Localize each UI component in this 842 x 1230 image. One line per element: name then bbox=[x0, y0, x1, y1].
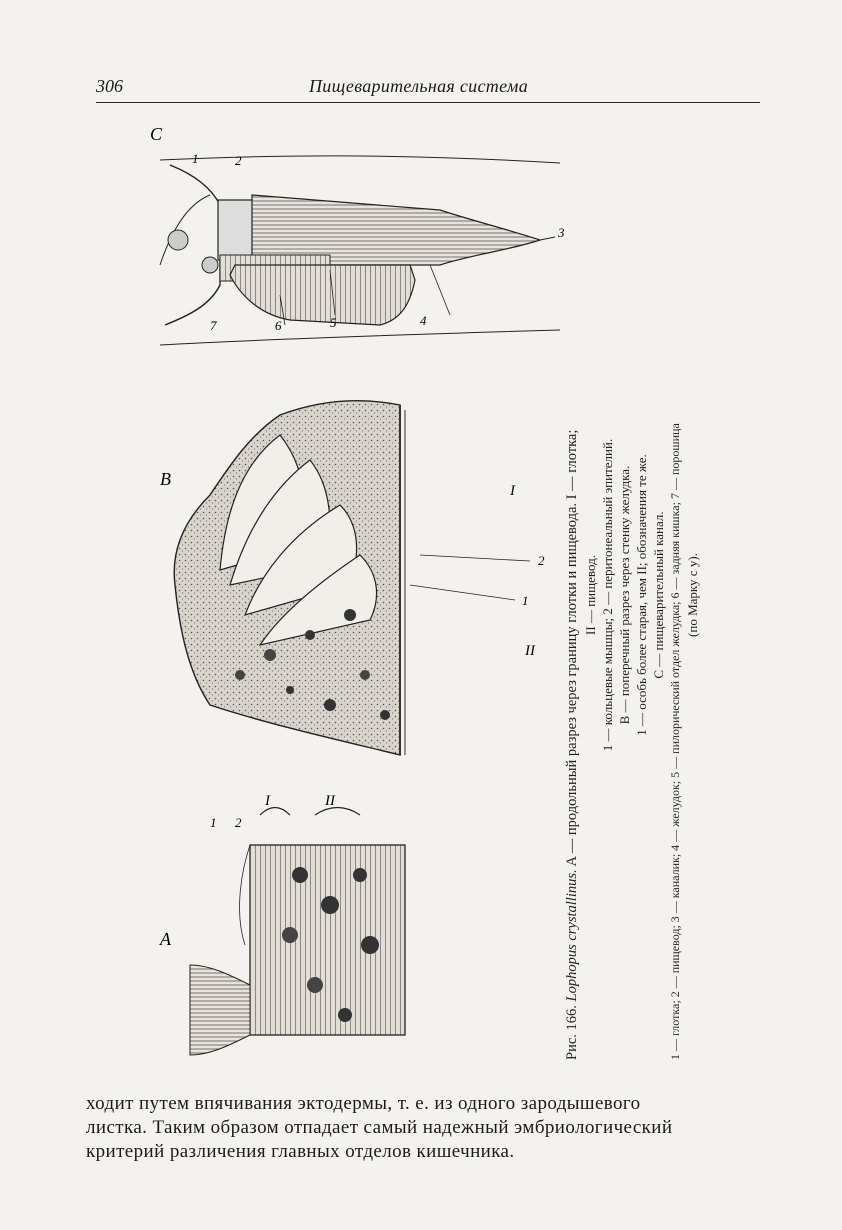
caption-line8: (по Марку с у). bbox=[685, 553, 700, 637]
body-line-2: листка. Таким образом отпадает самый надежный эмбриологический bbox=[86, 1117, 673, 1138]
label-b: B bbox=[160, 469, 171, 489]
figure-caption bbox=[562, 130, 712, 1060]
label-c-6: 6 bbox=[275, 318, 282, 333]
header-rule bbox=[96, 102, 760, 103]
figure-caption-container bbox=[562, 130, 712, 1060]
caption-species: Lophopus crystallinus. bbox=[564, 869, 580, 1002]
caption-line7: 1 — глотка; 2 — пищевод; 3 — каналик; 4 — желудок; 5 — пилорический отдел желудка; 6 — задняя кишка; 7 — порошица bbox=[668, 423, 682, 1060]
label-b-ii: II bbox=[525, 643, 535, 659]
label-c-3: 3 bbox=[558, 225, 565, 240]
body-paragraph bbox=[86, 1092, 756, 1164]
panel-a-pharynx-esophagus bbox=[190, 808, 405, 1056]
page-number: 306 bbox=[96, 76, 123, 96]
caption-title: Рис. 166. Lophopus crystallinus. A — продольный разрез через границу глотки и пищевода. I — глотка; bbox=[564, 429, 580, 1060]
label-c-4: 4 bbox=[420, 313, 427, 328]
label-b-2: 2 bbox=[538, 553, 545, 568]
body-line-3: критерий различения главных отделов кишечника. bbox=[86, 1141, 515, 1162]
caption-line4: B — поперечный разрез через стенку желудка. bbox=[617, 465, 632, 725]
label-a-ii: II bbox=[325, 793, 335, 809]
label-c-7: 7 bbox=[210, 318, 217, 333]
label-c-5: 5 bbox=[330, 315, 337, 330]
caption-line3: 1 — кольцевые мышцы; 2 — перитонеальный эпителий. bbox=[600, 438, 615, 752]
caption-line2: II — пищевод. bbox=[583, 555, 598, 635]
label-b-i: I bbox=[510, 483, 515, 499]
label-c-2: 2 bbox=[235, 153, 242, 168]
body-line-1: ходит путем впячивания эктодермы, т. е. из одного зародышевого bbox=[86, 1093, 641, 1114]
label-a-1: 1 bbox=[210, 815, 217, 830]
caption-line5: 1 — особь более старая, чем II; обозначения те же. bbox=[634, 454, 649, 736]
label-b-1: 1 bbox=[522, 593, 529, 608]
panel-b-stomach-wall bbox=[174, 401, 405, 755]
label-a-2: 2 bbox=[235, 815, 242, 830]
figure-illustration bbox=[130, 115, 565, 1065]
label-a-i: I bbox=[265, 793, 270, 809]
running-title: Пищеварительная система bbox=[309, 76, 528, 96]
label-c-1: 1 bbox=[192, 151, 199, 166]
page-header bbox=[96, 76, 760, 104]
label-a: A bbox=[160, 929, 171, 949]
caption-line6: C — пищеварительный канал. bbox=[651, 511, 666, 679]
label-c: C bbox=[150, 124, 163, 144]
panel-c-digestive-canal bbox=[160, 156, 560, 345]
